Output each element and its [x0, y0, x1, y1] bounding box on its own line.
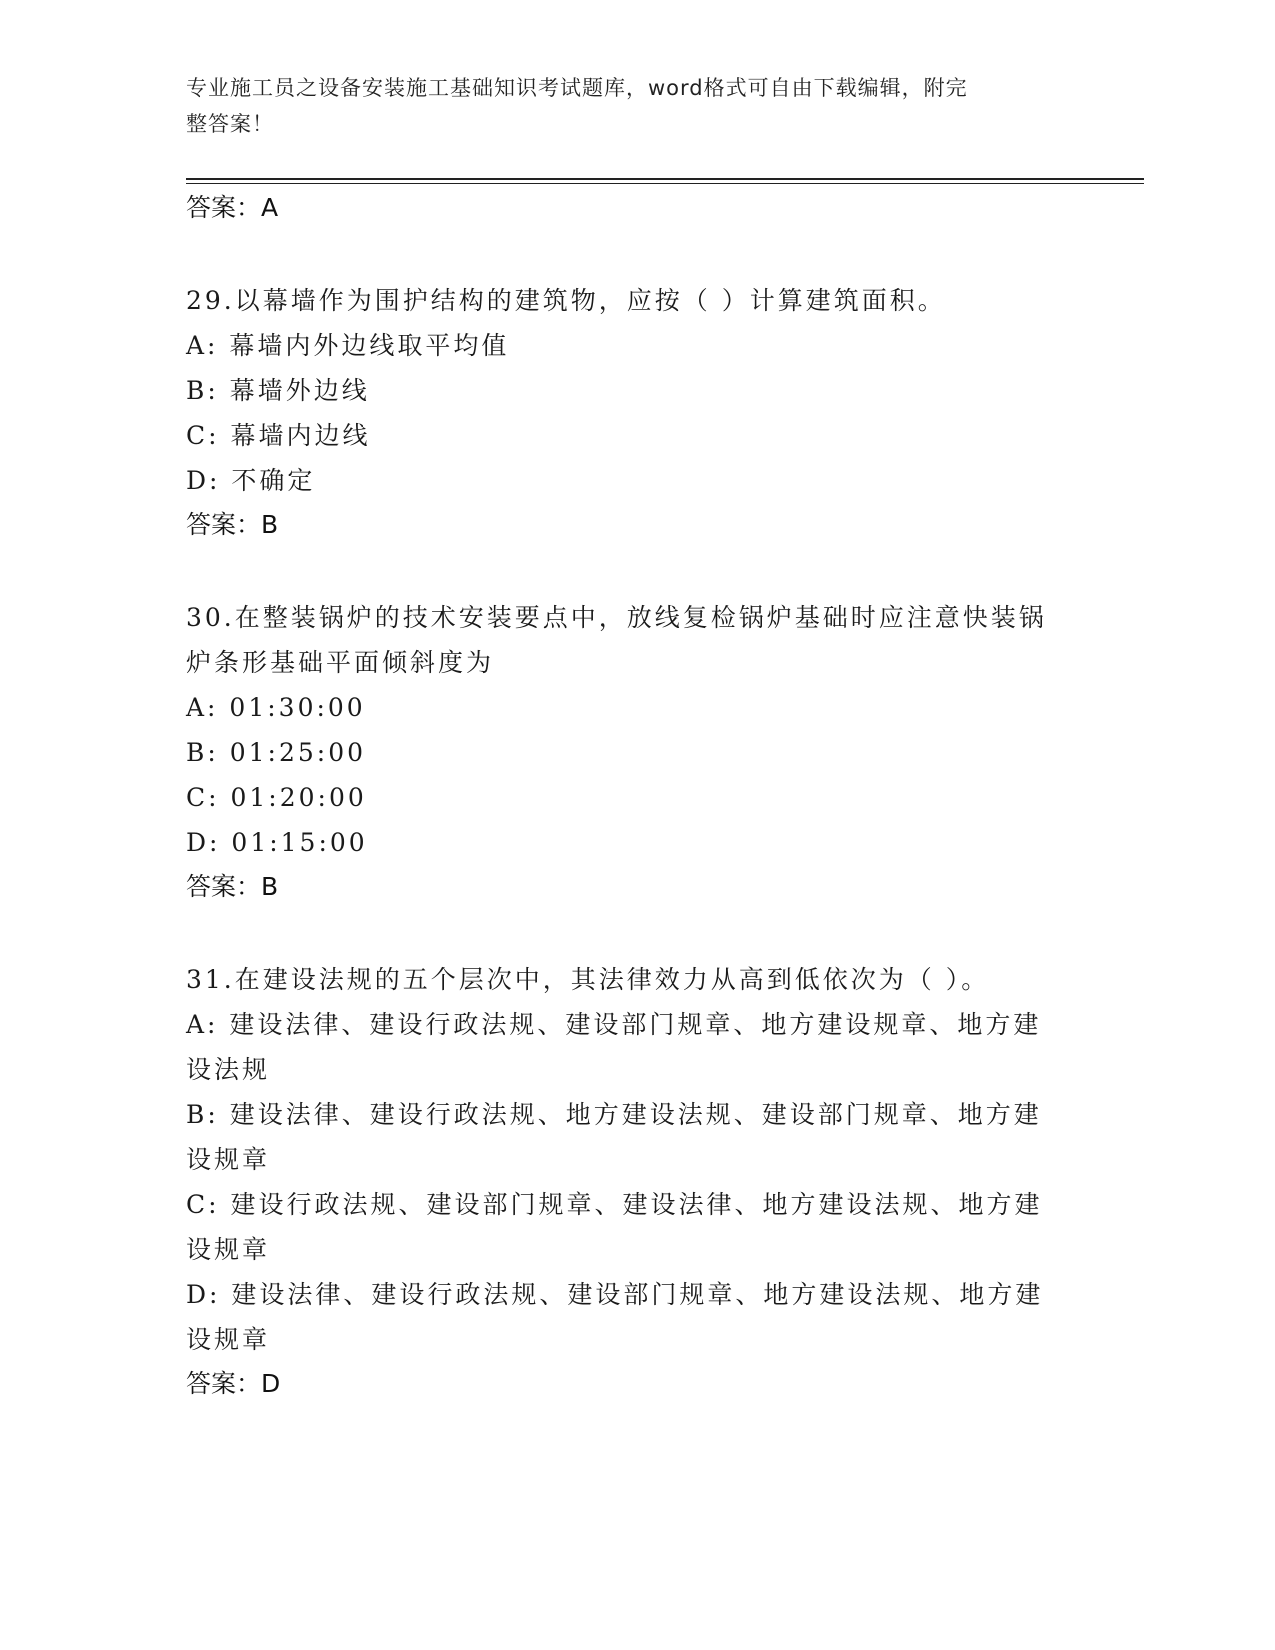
- header-rule-thick: [186, 178, 1144, 180]
- question-29-option-c: C: 幕墙内边线: [186, 421, 371, 450]
- question-29: [186, 278, 1066, 547]
- question-31-option-b-line-2: 设规章: [186, 1145, 271, 1174]
- question-31-option-d-line-1: D: 建设法律、建设行政法规、建设部门规章、地方建设法规、地方建: [186, 1280, 1044, 1309]
- document-body: [186, 186, 1066, 1406]
- question-30-option-c: C: 01:20:00: [186, 783, 367, 812]
- question-29-option-b: B: 幕墙外边线: [186, 376, 370, 405]
- question-30-option-b: B: 01:25:00: [186, 738, 367, 767]
- question-31-option-a-line-2: 设法规: [186, 1055, 271, 1084]
- previous-answer: 答案：A: [186, 193, 279, 222]
- question-30-option-a: A: 01:30:00: [186, 693, 366, 722]
- question-29-option-a: A: 幕墙内外边线取平均值: [186, 331, 510, 360]
- question-31-option-d-line-2: 设规章: [186, 1325, 271, 1354]
- question-30-stem-line-2: 炉条形基础平面倾斜度为: [186, 648, 495, 677]
- header-rule-thin: [186, 183, 1144, 184]
- question-31-option-c-line-2: 设规章: [186, 1235, 271, 1264]
- header-line-2: 整答案！: [186, 112, 274, 136]
- question-31-option-c-line-1: C: 建设行政法规、建设部门规章、建设法律、地方建设法规、地方建: [186, 1190, 1043, 1219]
- question-31-stem: 31.在建设法规的五个层次中，其法律效力从高到低依次为（ ）。: [186, 965, 990, 994]
- question-31-option-a-line-1: A: 建设法律、建设行政法规、建设部门规章、地方建设规章、地方建: [186, 1010, 1042, 1039]
- question-29-stem: 29.以幕墙作为围护结构的建筑物，应按（ ）计算建筑面积。: [186, 286, 946, 315]
- question-30-stem-line-1: 30.在整装锅炉的技术安装要点中，放线复检锅炉基础时应注意快装锅: [186, 603, 1047, 632]
- question-29-answer: 答案：B: [186, 510, 279, 539]
- question-30-option-d: D: 01:15:00: [186, 828, 368, 857]
- question-31: [186, 957, 1066, 1406]
- header-line-1: 专业施工员之设备安装施工基础知识考试题库，word格式可自由下载编辑，附完: [186, 76, 968, 100]
- question-29-option-d: D: 不确定: [186, 466, 316, 495]
- document-header: [186, 70, 1066, 142]
- question-30-answer: 答案：B: [186, 872, 279, 901]
- question-31-option-b-line-1: B: 建设法律、建设行政法规、地方建设法规、建设部门规章、地方建: [186, 1100, 1042, 1129]
- question-31-answer: 答案：D: [186, 1369, 281, 1398]
- question-30: [186, 595, 1066, 909]
